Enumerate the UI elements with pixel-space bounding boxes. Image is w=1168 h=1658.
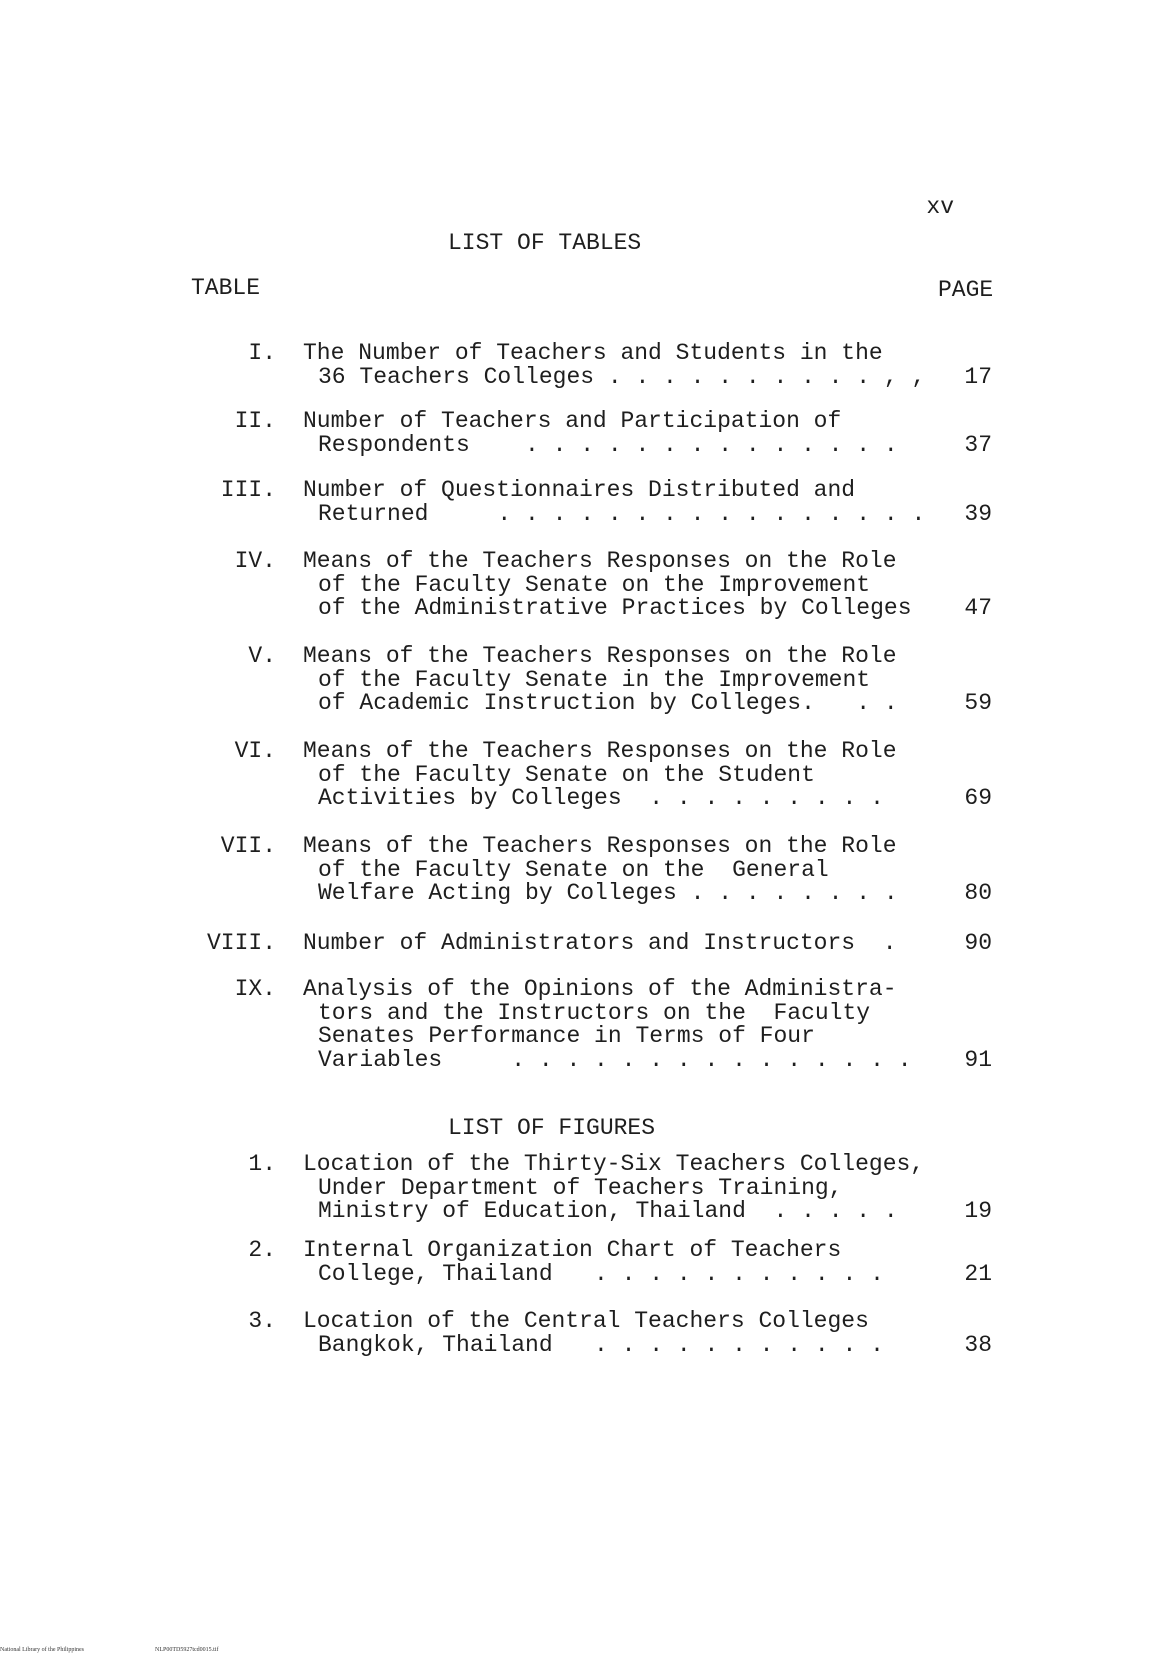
table-description-text: The Number of Teachers and Students in the — [303, 340, 883, 366]
table-description-line — [303, 999, 912, 1026]
figure-number: 2. — [248, 1237, 276, 1263]
table-description-text: Means of the Teachers Responses on the Role — [303, 833, 897, 859]
table-description-text: of the Faculty Senate on the Student — [318, 761, 815, 788]
table-description-line — [303, 692, 898, 716]
table-description-text: Number of Administrators and Instructors — [303, 930, 856, 956]
figure-description-line — [303, 1153, 924, 1177]
figure-description-text: Bangkok, Thailand — [318, 1331, 553, 1358]
table-description-line — [303, 856, 898, 883]
dot-leader: . . . . . . . . . . . . . . — [469, 431, 898, 458]
table-description-text: Activities by Colleges — [318, 785, 622, 811]
figure-description-text: Location of the Thirty-Six Teachers Colleges, — [303, 1151, 925, 1177]
dot-leader: . — [855, 930, 897, 956]
table-description-line — [303, 882, 898, 906]
dot-leader: . . . . . . . . . . . . . . . — [442, 1046, 912, 1073]
table-page-number: 91 — [964, 1046, 992, 1073]
dot-leader: . . . . . . . . . . , , — [594, 363, 926, 390]
table-description-line — [303, 500, 926, 527]
table-description-line — [303, 410, 898, 434]
figure-description-text: Internal Organization Chart of Teachers — [303, 1237, 842, 1263]
figure-description — [303, 1153, 924, 1224]
table-number: VI. — [234, 738, 276, 764]
table-description-line — [303, 342, 925, 366]
table-page-number: 69 — [964, 785, 992, 811]
table-description — [303, 932, 897, 956]
table-description-line — [303, 666, 898, 693]
list-of-tables-title: LIST OF TABLES — [448, 230, 642, 256]
table-number: VIII. — [206, 930, 276, 956]
table-description-text: 36 Teachers Colleges — [318, 363, 595, 390]
figure-description-line — [303, 1239, 884, 1263]
page-column-header: PAGE — [938, 277, 994, 303]
table-description — [303, 835, 898, 906]
table-description-line — [303, 932, 897, 956]
table-description — [303, 645, 898, 716]
figure-description-text: Location of the Central Teachers Colleges — [303, 1308, 869, 1334]
table-description-line — [303, 363, 926, 390]
table-description — [303, 342, 925, 389]
table-description — [303, 740, 897, 811]
table-description-text: Means of the Teachers Responses on the Role — [303, 643, 897, 669]
footer-filename: NLP00TD5927tcd0015.tif — [155, 1647, 219, 1653]
table-number: VII. — [220, 833, 276, 859]
table-description-text: of the Faculty Senate on the General — [318, 856, 829, 883]
figure-description-line — [303, 1310, 884, 1334]
table-description — [303, 410, 898, 457]
table-description-text: of the Administrative Practices by Colleges — [318, 595, 912, 621]
table-description-line — [303, 479, 925, 503]
table-description-line — [303, 761, 897, 788]
table-description-text: tors and the Instructors on the Faculty — [318, 999, 871, 1026]
dot-leader: . . . . . . . . . . . — [552, 1331, 884, 1358]
dot-leader: . . — [814, 690, 898, 716]
dot-leader: . . . . . . . . . — [621, 785, 884, 811]
figure-description-line — [303, 1331, 884, 1358]
dot-leader: . . . . . . . . . . . — [552, 1260, 884, 1287]
table-description-text: Means of the Teachers Responses on the Role — [303, 738, 897, 764]
table-description-line — [303, 740, 897, 764]
table-description-text: Analysis of the Opinions of the Administra- — [303, 976, 897, 1002]
figure-page-number: 38 — [964, 1331, 992, 1358]
table-number: I. — [248, 340, 276, 366]
dot-leader: . . . . . . . . — [676, 880, 898, 906]
figure-description-line — [303, 1260, 884, 1287]
table-page-number: 37 — [964, 431, 992, 458]
table-description-text: Variables — [318, 1046, 443, 1073]
table-description-line — [303, 787, 897, 811]
dot-leader: . . . . . — [745, 1198, 898, 1224]
figure-description-line — [303, 1200, 924, 1224]
table-description-line — [303, 431, 898, 458]
table-description-text: Returned — [318, 500, 429, 527]
table-description-text: of the Faculty Senate on the Improvement — [318, 571, 871, 598]
table-number: IX. — [234, 976, 276, 1002]
table-description-text: Senates Performance in Terms of Four — [318, 1023, 815, 1049]
figure-description — [303, 1239, 884, 1286]
table-number: V. — [248, 643, 276, 669]
table-description-text: of the Faculty Senate in the Improvement — [318, 666, 871, 693]
table-description-line — [303, 645, 898, 669]
table-description-text: Respondents — [318, 431, 470, 458]
figure-page-number: 19 — [964, 1198, 992, 1224]
table-description-line — [303, 835, 898, 859]
table-page-number: 39 — [964, 500, 992, 527]
table-description-text: Number of Questionnaires Distributed and — [303, 477, 856, 503]
figure-number: 1. — [248, 1151, 276, 1177]
table-description-text: of Academic Instruction by Colleges. — [318, 690, 815, 716]
figure-description-text: College, Thailand — [318, 1260, 553, 1287]
table-description-line — [303, 1025, 912, 1049]
table-description-text: Number of Teachers and Participation of — [303, 408, 842, 434]
page-number: xv — [926, 194, 954, 220]
figure-description-line — [303, 1174, 924, 1201]
table-description-line — [303, 978, 912, 1002]
table-description-text: Means of the Teachers Responses on the Role — [303, 548, 897, 574]
table-description-line — [303, 1046, 912, 1073]
figure-description-text: Ministry of Education, Thailand — [318, 1198, 746, 1224]
footer-library: National Library of the Philippines — [0, 1647, 84, 1653]
table-page-number: 59 — [964, 690, 992, 716]
table-description-line — [303, 550, 912, 574]
dot-leader: . . . . . . . . . . . . . . . . — [428, 500, 926, 527]
table-number: IV. — [234, 548, 276, 574]
table-description-line — [303, 597, 912, 621]
figure-description — [303, 1310, 884, 1357]
table-page-number: 90 — [964, 930, 992, 956]
figure-description-text: Under Department of Teachers Training, — [318, 1174, 843, 1201]
table-column-header: TABLE — [191, 275, 261, 301]
table-number: II. — [234, 408, 276, 434]
list-of-figures-title: LIST OF FIGURES — [448, 1115, 656, 1141]
table-number: III. — [220, 477, 276, 503]
table-description — [303, 479, 925, 526]
table-description — [303, 978, 912, 1072]
table-description-text: Welfare Acting by Colleges — [318, 880, 677, 906]
figure-page-number: 21 — [964, 1260, 992, 1287]
table-description-line — [303, 571, 912, 598]
figure-number: 3. — [248, 1308, 276, 1334]
table-page-number: 80 — [964, 880, 992, 906]
table-page-number: 47 — [964, 595, 992, 621]
table-description — [303, 550, 912, 621]
table-page-number: 17 — [964, 363, 992, 390]
